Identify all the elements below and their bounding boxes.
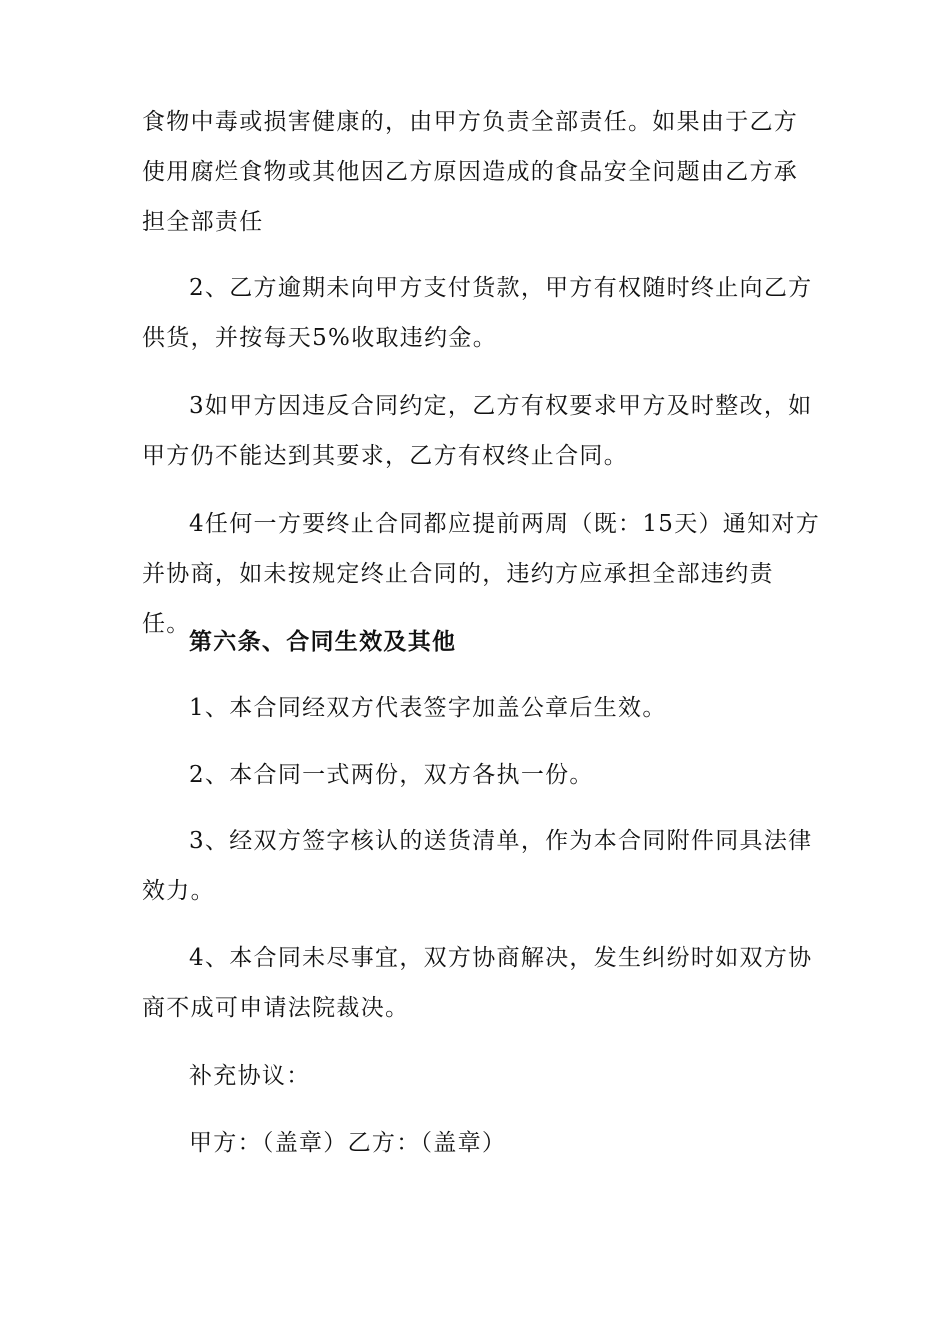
paragraph-termination-notice: 4任何一方要终止合同都应提前两周（既：15天）通知对方并协商，如未按规定终止合同的，违约方应承担全部违约责任。	[142, 511, 820, 637]
paragraph-dispute-resolution: 4、本合同未尽事宜，双方协商解决，发生纠纷时如双方协商不成可申请法院裁决。	[142, 945, 813, 1021]
paragraph-delivery-list: 3、经双方签字核认的送货清单，作为本合同附件同具法律效力。	[142, 828, 813, 904]
paragraph-supplementary-agreement: 补充协议：	[189, 1063, 311, 1089]
section-heading-article-6: 第六条、合同生效及其他	[189, 628, 457, 655]
paragraph-food-safety-liability: 食物中毒或损害健康的，由甲方负责全部责任。如果由于乙方使用腐烂食物或其他因乙方原因造成的食品安全问题由乙方承担全部责任	[142, 109, 799, 235]
paragraph-breach-rectification: 3如甲方因违反合同约定，乙方有权要求甲方及时整改，如甲方仍不能达到其要求，乙方有权终止合同。	[142, 393, 813, 469]
paragraph-effective-upon-signing: 1、本合同经双方代表签字加盖公章后生效。	[189, 695, 667, 721]
paragraph-overdue-payment: 2、乙方逾期未向甲方支付货款，甲方有权随时终止向乙方供货，并按每天5%收取违约金。	[142, 275, 813, 351]
signature-line: 甲方：（盖章）乙方：（盖章）	[189, 1130, 507, 1156]
paragraph-two-copies: 2、本合同一式两份，双方各执一份。	[189, 762, 594, 788]
